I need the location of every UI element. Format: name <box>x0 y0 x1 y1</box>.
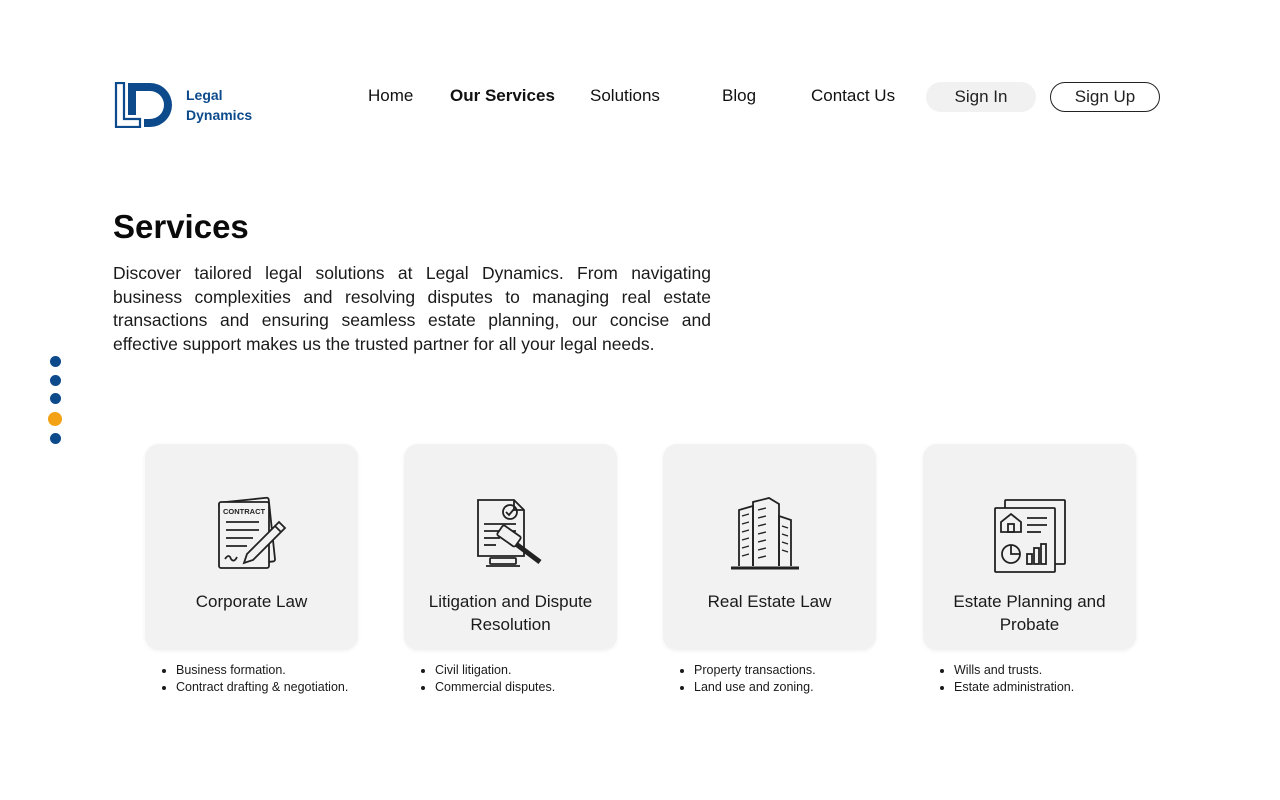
service-title: Corporate Law <box>195 592 308 611</box>
list-item: • Contract drafting & negotiation. <box>176 679 348 696</box>
buildings-icon <box>729 496 811 576</box>
pager-dot-1[interactable] <box>50 356 61 367</box>
service-card-real-estate[interactable] <box>663 444 876 650</box>
pager-dot-2[interactable] <box>50 375 61 386</box>
list-item: • Commercial disputes. <box>435 679 555 696</box>
nav-contact-us[interactable]: Contact Us <box>811 86 896 105</box>
service-card-estate-planning[interactable] <box>923 444 1136 650</box>
sign-up-button[interactable]: Sign Up <box>1050 82 1160 112</box>
list-item: • Business formation. <box>176 662 348 679</box>
gavel-document-icon <box>470 496 552 576</box>
nav-home[interactable]: Home <box>368 86 414 105</box>
page-title: Services <box>113 208 249 245</box>
service-title: Real Estate Law <box>707 592 832 611</box>
litigation-bullets <box>415 662 555 695</box>
contract-icon <box>211 496 293 576</box>
pager-dot-5[interactable] <box>50 433 61 444</box>
nav-blog[interactable]: Blog <box>722 86 757 105</box>
corporate-law-bullets <box>156 662 348 695</box>
nav-solutions[interactable]: Solutions <box>590 86 660 105</box>
list-item: • Land use and zoning. <box>694 679 816 696</box>
service-title: Litigation and Dispute Resolution <box>428 592 593 634</box>
estate-planning-bullets <box>934 662 1074 695</box>
service-card-corporate-law[interactable] <box>145 444 358 650</box>
nav-our-services[interactable]: Our Services <box>450 86 555 105</box>
list-item: • Property transactions. <box>694 662 816 679</box>
section-pager <box>48 356 62 452</box>
sign-in-button[interactable]: Sign In <box>926 82 1036 112</box>
brand-logo[interactable] <box>114 82 252 128</box>
pager-dot-3[interactable] <box>50 393 61 404</box>
list-item: • Wills and trusts. <box>954 662 1074 679</box>
ld-logo-icon <box>114 82 178 128</box>
real-estate-bullets <box>674 662 816 695</box>
svg-text:CONTRACT: CONTRACT <box>223 507 266 516</box>
service-card-litigation[interactable] <box>404 444 617 650</box>
brand-name: Legal Dynamics <box>186 87 253 123</box>
estate-report-icon <box>989 496 1071 576</box>
pager-dot-4-active[interactable] <box>48 412 62 426</box>
list-item: • Estate administration. <box>954 679 1074 696</box>
services-description: Discover tailored legal solutions at Legal Dynamics. From navigating business complexities and resolving disputes to managing real estate transactions and ensuring seamless estate planning, our concise and effective support makes us the trusted partner for all your legal needs. <box>113 263 711 355</box>
service-title: Estate Planning and Probate <box>953 592 1106 634</box>
list-item: • Civil litigation. <box>435 662 555 679</box>
